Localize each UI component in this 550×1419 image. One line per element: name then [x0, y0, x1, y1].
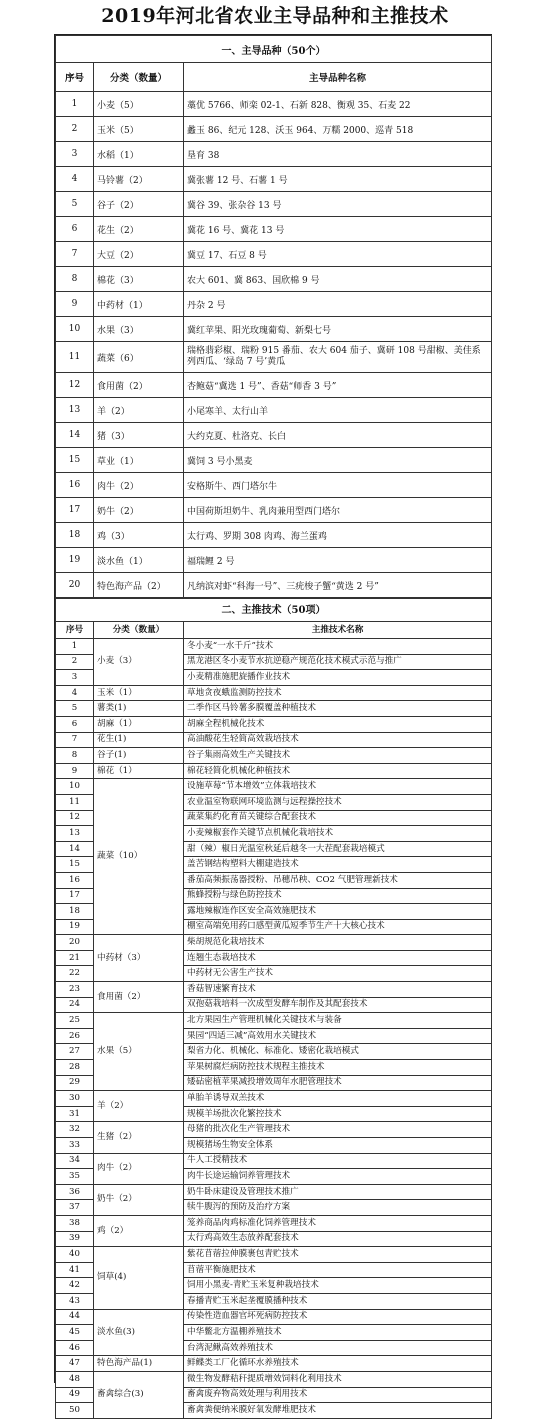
row-technology: 奶牛卧床建设及管理技术推广 [184, 1184, 492, 1200]
table-row [56, 982, 492, 998]
row-number: 45 [56, 1325, 94, 1341]
row-number: 36 [56, 1184, 94, 1200]
row-technology: 露地辣椒连作区安全高效施肥技术 [184, 904, 492, 920]
row-varieties: 冀红苹果、阳光玫瑰葡萄、新梨七号 [184, 317, 492, 342]
key-technologies-table [55, 598, 492, 1419]
row-technology: 矮砧密植苹果减投增效周年水肥管理技术 [184, 1075, 492, 1091]
header-row [56, 63, 492, 92]
row-technology: 畜禽粪便纳米膜好氧发酵堆肥技术 [184, 1403, 492, 1419]
table-row [56, 1371, 492, 1387]
table-row [56, 242, 492, 267]
table-row [56, 639, 492, 655]
row-technology: 苹果树腐烂病防控技术规程主推技术 [184, 1060, 492, 1076]
row-number: 35 [56, 1169, 94, 1185]
row-technology: 单胎羊诱导双羔技术 [184, 1091, 492, 1107]
row-varieties: 凡纳滨对虾“科海一号”、三疣梭子蟹“黄选 2 号” [184, 573, 492, 598]
row-category: 奶牛（2） [94, 498, 184, 523]
row-category: 蔬菜（6） [94, 342, 184, 373]
row-category: 小麦（3） [94, 639, 184, 686]
row-number: 41 [56, 1262, 94, 1278]
row-number: 6 [56, 217, 94, 242]
table-row [56, 748, 492, 764]
row-technology: 设施草莓“节本增效”立体栽培技术 [184, 779, 492, 795]
row-number: 29 [56, 1075, 94, 1091]
row-number: 9 [56, 763, 94, 779]
row-number: 20 [56, 935, 94, 951]
row-varieties: 藁优 5766、师栾 02-1、石新 828、衡观 35、石麦 22 [184, 92, 492, 117]
row-technology: 小麦精准施肥旋播作业技术 [184, 670, 492, 686]
row-varieties: 冀豆 17、石豆 8 号 [184, 242, 492, 267]
row-varieties: 冀谷 39、张杂谷 13 号 [184, 192, 492, 217]
row-varieties: 丹杂 2 号 [184, 292, 492, 317]
row-category: 谷子(1) [94, 748, 184, 764]
row-category: 草业（1） [94, 448, 184, 473]
row-technology: 甜（辣）椒日光温室秋延后越冬一大茬配套栽培模式 [184, 841, 492, 857]
row-varieties: 安格斯牛、西门塔尔牛 [184, 473, 492, 498]
row-varieties: 冀张薯 12 号、石薯 1 号 [184, 167, 492, 192]
row-number: 1 [56, 639, 94, 655]
tables-frame [54, 34, 492, 1415]
row-varieties: 农大 601、冀 863、国欣棉 9 号 [184, 267, 492, 292]
row-number: 34 [56, 1153, 94, 1169]
row-category: 羊（2） [94, 1091, 184, 1122]
table-row [56, 1184, 492, 1200]
row-technology: 香菇智速繁育技术 [184, 982, 492, 998]
row-technology: 连翘生态栽培技术 [184, 950, 492, 966]
row-varieties: 小尾寒羊、太行山羊 [184, 398, 492, 423]
table-row [56, 701, 492, 717]
table-row [56, 423, 492, 448]
row-number: 1 [56, 92, 94, 117]
row-technology: 规模猪场生物安全体系 [184, 1138, 492, 1154]
row-category: 淡水鱼(3) [94, 1309, 184, 1356]
row-varieties: 冀花 16 号、冀花 13 号 [184, 217, 492, 242]
table-row [56, 167, 492, 192]
table-row [56, 142, 492, 167]
row-number: 20 [56, 573, 94, 598]
row-technology: 肉牛长途运输饲养管理技术 [184, 1169, 492, 1185]
row-category: 食用菌（2） [94, 982, 184, 1013]
row-technology: 北方果园生产管理机械化关键技术与装备 [184, 1013, 492, 1029]
row-technology: 双孢菇栽培料一次成型发酵车制作及其配套技术 [184, 997, 492, 1013]
row-technology: 冬小麦“一水千斤”技术 [184, 639, 492, 655]
row-technology: 微生物发酵秸秆提质增效饲料化利用技术 [184, 1371, 492, 1387]
row-technology: 饲用小黑麦-青贮玉米复种栽培技术 [184, 1278, 492, 1294]
table-row [56, 373, 492, 398]
leading-varieties-table [55, 35, 492, 598]
row-technology: 台湾泥鳅高效养殖技术 [184, 1340, 492, 1356]
row-technology: 中华鳖北方温棚养殖技术 [184, 1325, 492, 1341]
table-row [56, 1122, 492, 1138]
section-title-row [56, 36, 492, 63]
column-header: 主导品种名称 [184, 63, 492, 92]
row-technology: 紫花苜蓿拉伸膜裹包青贮技术 [184, 1247, 492, 1263]
section-title: 二、主推技术（50项） [56, 599, 492, 622]
row-technology: 果园“四适三减”高效用水关键技术 [184, 1028, 492, 1044]
row-category: 水稻（1） [94, 142, 184, 167]
table-row [56, 117, 492, 142]
row-number: 25 [56, 1013, 94, 1029]
row-category: 水果（3） [94, 317, 184, 342]
table-row [56, 1356, 492, 1372]
row-technology: 农业温室物联网环境监测与远程操控技术 [184, 794, 492, 810]
row-number: 18 [56, 904, 94, 920]
row-category: 玉米（1） [94, 685, 184, 701]
column-header: 序号 [56, 63, 94, 92]
table-row [56, 573, 492, 598]
row-number: 50 [56, 1403, 94, 1419]
row-number: 40 [56, 1247, 94, 1263]
table-row [56, 548, 492, 573]
row-category: 生猪（2） [94, 1122, 184, 1153]
row-category: 蔬菜（10） [94, 779, 184, 935]
row-number: 14 [56, 841, 94, 857]
row-number: 21 [56, 950, 94, 966]
row-number: 48 [56, 1371, 94, 1387]
row-technology: 梨省力化、机械化、标准化、矮密化栽培模式 [184, 1044, 492, 1060]
row-category: 棉花（1） [94, 763, 184, 779]
column-header: 序号 [56, 622, 94, 639]
document-title: 2019年河北省农业主导品种和主推技术 [101, 5, 449, 27]
table-row [56, 1153, 492, 1169]
row-number: 7 [56, 242, 94, 267]
table-row [56, 292, 492, 317]
row-category: 马铃薯（2） [94, 167, 184, 192]
table-row [56, 523, 492, 548]
row-number: 12 [56, 810, 94, 826]
row-category: 淡水鱼（1） [94, 548, 184, 573]
row-number: 46 [56, 1340, 94, 1356]
table-row [56, 1247, 492, 1263]
row-number: 19 [56, 548, 94, 573]
row-technology: 规模羊场批次化繁控技术 [184, 1106, 492, 1122]
row-category: 花生(1) [94, 732, 184, 748]
row-technology: 春播青贮玉米起垄覆膜播种技术 [184, 1293, 492, 1309]
row-number: 15 [56, 448, 94, 473]
row-varieties: 太行鸡、罗期 308 肉鸡、海兰蛋鸡 [184, 523, 492, 548]
row-number: 7 [56, 732, 94, 748]
row-number: 28 [56, 1060, 94, 1076]
row-number: 43 [56, 1293, 94, 1309]
row-number: 6 [56, 716, 94, 732]
row-category: 中药材（1） [94, 292, 184, 317]
row-varieties: 中国荷斯坦奶牛、乳肉兼用型西门塔尔 [184, 498, 492, 523]
table-row [56, 192, 492, 217]
table-row [56, 763, 492, 779]
table-row [56, 716, 492, 732]
row-category: 中药材（3） [94, 935, 184, 982]
row-number: 5 [56, 701, 94, 717]
row-technology: 棚室高端免用药口感型黄瓜短季节生产十大核心技术 [184, 919, 492, 935]
row-number: 19 [56, 919, 94, 935]
row-varieties: 蠡玉 86、纪元 128、沃玉 964、万糯 2000、巡青 518 [184, 117, 492, 142]
row-category: 肉牛（2） [94, 473, 184, 498]
row-number: 10 [56, 779, 94, 795]
column-header: 主推技术名称 [184, 622, 492, 639]
table-row [56, 398, 492, 423]
row-technology: 熊蜂授粉与绿色防控技术 [184, 888, 492, 904]
row-category: 饲草(4) [94, 1247, 184, 1309]
row-number: 17 [56, 498, 94, 523]
row-number: 2 [56, 654, 94, 670]
header-row [56, 622, 492, 639]
row-number: 12 [56, 373, 94, 398]
row-category: 谷子（2） [94, 192, 184, 217]
row-number: 30 [56, 1091, 94, 1107]
row-technology: 中药材无公害生产技术 [184, 966, 492, 982]
row-number: 3 [56, 670, 94, 686]
row-number: 15 [56, 857, 94, 873]
row-technology: 小麦辣椒套作关键节点机械化栽培技术 [184, 826, 492, 842]
row-technology: 柴胡规范化栽培技术 [184, 935, 492, 951]
row-number: 13 [56, 826, 94, 842]
row-technology: 二季作区马铃薯多膜覆盖种植技术 [184, 701, 492, 717]
row-category: 畜禽综合(3) [94, 1371, 184, 1418]
section-title-row [56, 599, 492, 622]
row-category: 鸡（2） [94, 1215, 184, 1246]
row-number: 39 [56, 1231, 94, 1247]
table-row [56, 779, 492, 795]
row-varieties: 杏鲍菇“冀选 1 号”、香菇“师香 3 号” [184, 373, 492, 398]
table-row [56, 685, 492, 701]
row-technology: 鲜鲽类工厂化循环水养殖技术 [184, 1356, 492, 1372]
row-category: 小麦（5） [94, 92, 184, 117]
row-technology: 母猪的批次化生产管理技术 [184, 1122, 492, 1138]
row-number: 27 [56, 1044, 94, 1060]
row-number: 24 [56, 997, 94, 1013]
row-varieties: 大约克夏、杜洛克、长白 [184, 423, 492, 448]
row-category: 花生（2） [94, 217, 184, 242]
row-category: 特色海产品(1) [94, 1356, 184, 1372]
row-number: 16 [56, 473, 94, 498]
row-technology: 犊牛腹泻的预防及治疗方案 [184, 1200, 492, 1216]
row-technology: 高油酸花生轻简高效栽培技术 [184, 732, 492, 748]
row-category: 水果（5） [94, 1013, 184, 1091]
table-row [56, 1215, 492, 1231]
row-technology: 苜蓿平衡施肥技术 [184, 1262, 492, 1278]
table-row [56, 473, 492, 498]
table-row [56, 935, 492, 951]
row-number: 10 [56, 317, 94, 342]
row-number: 47 [56, 1356, 94, 1372]
row-number: 4 [56, 167, 94, 192]
table-row [56, 732, 492, 748]
table-row [56, 498, 492, 523]
table-row [56, 317, 492, 342]
row-number: 31 [56, 1106, 94, 1122]
table-row [56, 342, 492, 373]
row-number: 11 [56, 794, 94, 810]
table-row [56, 217, 492, 242]
row-varieties: 福瑞鲤 2 号 [184, 548, 492, 573]
row-category: 大豆（2） [94, 242, 184, 267]
row-number: 22 [56, 966, 94, 982]
row-number: 4 [56, 685, 94, 701]
row-number: 26 [56, 1028, 94, 1044]
row-category: 玉米（5） [94, 117, 184, 142]
row-varieties: 冀饲 3 号小黑麦 [184, 448, 492, 473]
table-row [56, 1013, 492, 1029]
row-category: 胡麻（1） [94, 716, 184, 732]
row-technology: 棉花轻简化机械化种植技术 [184, 763, 492, 779]
section-title: 一、主导品种（50个） [56, 36, 492, 63]
row-number: 44 [56, 1309, 94, 1325]
row-number: 8 [56, 748, 94, 764]
row-number: 38 [56, 1215, 94, 1231]
row-technology: 笼养商品肉鸡标准化饲养管理技术 [184, 1215, 492, 1231]
table-row [56, 92, 492, 117]
row-technology: 畜禽废弃物高效处理与利用技术 [184, 1387, 492, 1403]
table-row [56, 448, 492, 473]
row-number: 32 [56, 1122, 94, 1138]
row-category: 鸡（3） [94, 523, 184, 548]
row-technology: 太行鸡高效生态放养配套技术 [184, 1231, 492, 1247]
row-number: 3 [56, 142, 94, 167]
row-category: 奶牛（2） [94, 1184, 184, 1215]
row-technology: 传染性造血器官坏死病防控技术 [184, 1309, 492, 1325]
row-technology: 牛人工授精技术 [184, 1153, 492, 1169]
row-number: 23 [56, 982, 94, 998]
row-technology: 盖苦钢结构塑料大棚建造技术 [184, 857, 492, 873]
row-number: 33 [56, 1138, 94, 1154]
row-number: 49 [56, 1387, 94, 1403]
row-category: 猪（3） [94, 423, 184, 448]
column-header: 分类（数量） [94, 622, 184, 639]
row-technology: 胡麻全程机械化技术 [184, 716, 492, 732]
row-number: 14 [56, 423, 94, 448]
row-category: 棉花（3） [94, 267, 184, 292]
row-category: 肉牛（2） [94, 1153, 184, 1184]
row-varieties: 垦育 38 [184, 142, 492, 167]
column-header: 分类（数量） [94, 63, 184, 92]
row-category: 特色海产品（2） [94, 573, 184, 598]
row-category: 食用菌（2） [94, 373, 184, 398]
row-number: 5 [56, 192, 94, 217]
row-number: 42 [56, 1278, 94, 1294]
table-row [56, 1091, 492, 1107]
row-technology: 谷子集雨高效生产关键技术 [184, 748, 492, 764]
row-technology: 黑龙港区冬小麦节水抗逆稳产规范化技术模式示范与推广 [184, 654, 492, 670]
row-number: 2 [56, 117, 94, 142]
row-number: 16 [56, 872, 94, 888]
table-row [56, 267, 492, 292]
row-number: 18 [56, 523, 94, 548]
row-number: 13 [56, 398, 94, 423]
row-technology: 草地贪夜蛾监测防控技术 [184, 685, 492, 701]
row-technology: 蔬菜集约化育苗关键综合配套技术 [184, 810, 492, 826]
row-technology: 番茄高频振荡器授粉、吊穗吊秧、CO2 气肥管理新技术 [184, 872, 492, 888]
row-category: 薯类(1) [94, 701, 184, 717]
row-varieties: 瑞格翡彩椒、瑞粉 915 番茄、农大 604 茄子、冀研 108 号甜椒、美佳系列西瓜、‘绿岛 7 号’黄瓜 [184, 342, 492, 373]
row-number: 11 [56, 342, 94, 373]
row-category: 羊（2） [94, 398, 184, 423]
row-number: 8 [56, 267, 94, 292]
row-number: 9 [56, 292, 94, 317]
row-number: 17 [56, 888, 94, 904]
row-number: 37 [56, 1200, 94, 1216]
table-row [56, 1309, 492, 1325]
